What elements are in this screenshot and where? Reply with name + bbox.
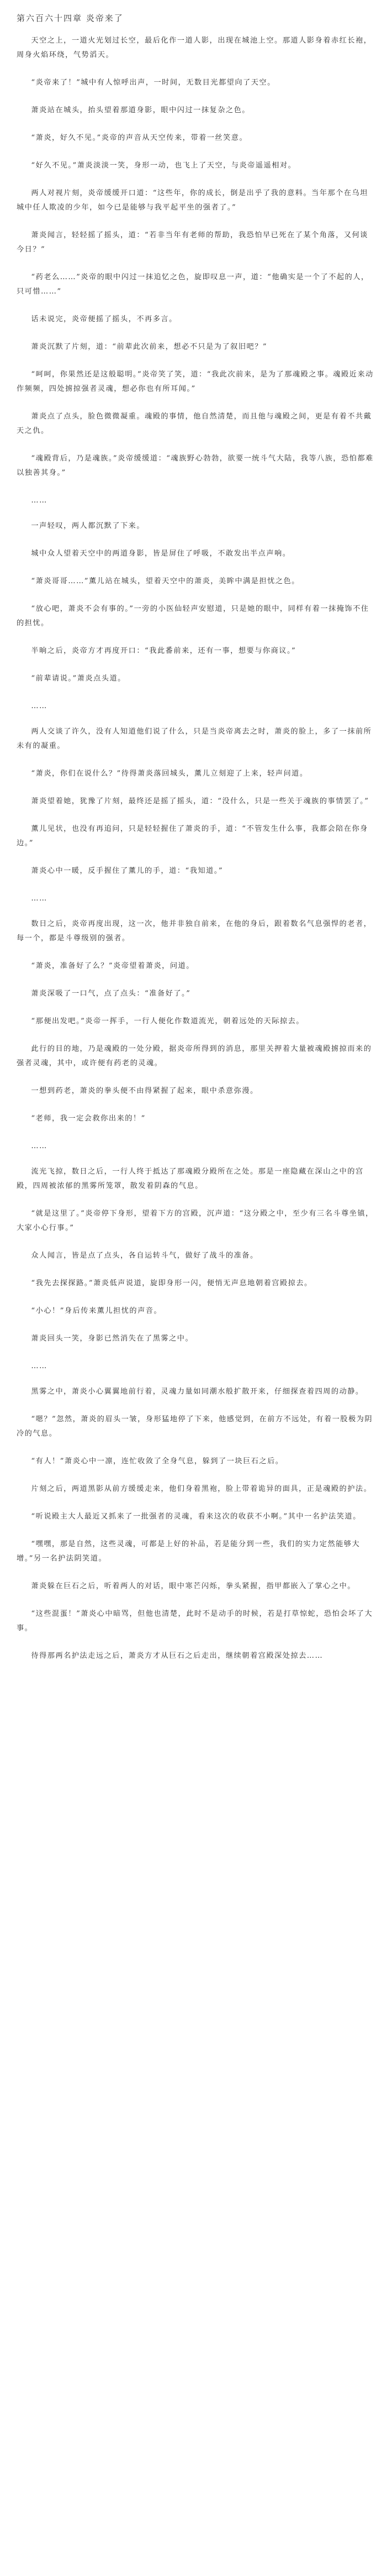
paragraph: 萧炎站在城头，抬头望着那道身影，眼中闪过一抹复杂之色。 (31, 106, 250, 114)
paragraph: “嗯？”忽然，萧炎的眉头一皱，身形猛地停了下来，他感觉到，在前方不远处，有着一股极为阴冷的气息。 (17, 1415, 373, 1438)
paragraph: “老师，我一定会救你出来的！” (31, 1114, 146, 1123)
paragraph: 此行的目的地，乃是魂殿的一处分殿，据炎帝所得到的消息，那里关押着大量被魂殿掳掠而来的强者灵魂，其中，或许便有药老的灵魂。 (17, 1045, 372, 1067)
paragraph: 两人交谈了许久，没有人知道他们说了什么，只是当炎帝离去之时，萧炎的脸上，多了一抹前所未有的凝重。 (17, 727, 372, 750)
paragraph: “魂殿背后，乃是魂族。”炎帝缓缓道：“魂族野心勃勃，欲要一统斗气大陆，我等八族，恐怕都难以独善其身。” (17, 454, 374, 477)
paragraph: 萧炎点了点头，脸色微微凝重。魂殿的事情，他自然清楚，而且他与魂殿之间，更是有着不共戴天之仇。 (17, 412, 372, 435)
paragraph: 萧炎深吸了一口气，点了点头：“准备好了。” (31, 989, 191, 998)
paragraph: “我先去探探路。”萧炎低声说道，旋即身形一闪，便悄无声息地朝着宫殿掠去。 (31, 1279, 312, 1287)
paragraph: 待得那两名护法走远之后，萧炎方才从巨石之后走出，继续朝着宫殿深处掠去…… (31, 1652, 324, 1660)
paragraph: “有人！”萧炎心中一凛，连忙收敛了全身气息，躲到了一块巨石之后。 (31, 1457, 284, 1465)
paragraph: “呵呵，你果然还是这般聪明。”炎帝笑了笑，道：“我此次前来，是为了那魂殿之事。魂殿近来动作频频，四处掳掠强者灵魂，想必你也有所耳闻。” (17, 370, 374, 393)
paragraph: “这些混蛋！”萧炎心中暗骂，但他也清楚，此时不是动手的时候，若是打草惊蛇，恐怕会坏了大事。 (17, 1610, 373, 1632)
paragraph: …… (31, 1142, 47, 1150)
paragraph: 天空之上，一道火光划过长空，最后化作一道人影，出现在城池上空。那道人影身着赤红长袍，周身火焰环绕，气势滔天。 (17, 36, 372, 59)
paragraph: 流光飞掠，数日之后，一行人终于抵达了那魂殿分殿所在之处。那是一座隐藏在深山之中的宫殿，四周被浓郁的黑雾所笼罩，散发着阴森的气息。 (17, 1167, 364, 1190)
paragraph: “嘿嘿，那是自然，这些灵魂，可都是上好的补品，若是能分到一些，我们的实力定然能够大增。”另一名护法阴笑道。 (17, 1540, 361, 1563)
paragraph: 萧炎闻言，轻轻摇了摇头，道：“若非当年有老师的帮助，我恐怕早已死在了某个角落，又何谈今日？” (17, 231, 368, 254)
chapter-body (17, 34, 375, 1663)
paragraph: “放心吧，萧炎不会有事的。”一旁的小医仙轻声安慰道，只是她的眼中，同样有着一抹掩饰不住的担忧。 (17, 605, 369, 627)
paragraph: 半晌之后，炎帝方才再度开口：“我此番前来，还有一事，想要与你商议。” (31, 647, 296, 655)
paragraph: 薰儿见状，也没有再追问，只是轻轻握住了萧炎的手，道：“不管发生什么事，我都会陪在你身边。” (17, 825, 368, 847)
paragraph: 一声轻叹，两人都沉默了下来。 (31, 522, 145, 530)
paragraph: “萧炎，你们在说什么？”待得萧炎落回城头，薰儿立刻迎了上来，轻声问道。 (31, 769, 308, 778)
paragraph: “萧炎，好久不见。”炎帝的声音从天空传来，带着一丝笑意。 (31, 134, 248, 142)
chapter-title: 第六百六十四章 炎帝来了 (17, 13, 124, 23)
paragraph: …… (31, 1362, 47, 1370)
paragraph: 城中众人望着天空中的两道身影，皆是屏住了呼吸，不敢发出半点声响。 (31, 549, 291, 558)
paragraph: “听说殿主大人最近又抓来了一批强者的灵魂，看来这次的收获不小啊。”其中一名护法笑道。 (31, 1512, 361, 1521)
paragraph: “小心！”身后传来薰儿担忧的声音。 (31, 1307, 162, 1315)
paragraph: 数日之后，炎帝再度出现，这一次，他并非独自前来，在他的身后，跟着数名气息强悍的老者，每一个，都是斗尊级别的强者。 (17, 920, 372, 943)
paragraph: 萧炎望着她，犹豫了片刻，最终还是摇了摇头，道：“没什么，只是一些关于魂族的事情罢了。” (31, 797, 369, 805)
paragraph: 萧炎回头一笑，身影已然消失在了黑雾之中。 (31, 1334, 194, 1343)
paragraph: “萧炎哥哥……”薰儿站在城头，望着天空中的萧炎，美眸中满是担忧之色。 (31, 577, 300, 585)
paragraph: …… (31, 702, 47, 710)
paragraph: 一想到药老，萧炎的拳头便不由得紧握了起来，眼中杀意弥漫。 (31, 1087, 258, 1095)
paragraph: 黑雾之中，萧炎小心翼翼地前行着，灵魂力量如同潮水般扩散开来，仔细探查着四周的动静。 (31, 1388, 364, 1396)
paragraph: 两人对视片刻，炎帝缓缓开口道：“这些年，你的成长，倒是出乎了我的意料。当年那个在乌坦城中任人欺凌的少年，如今已是能够与我平起平坐的强者了。” (17, 189, 368, 212)
paragraph: 萧炎心中一暖，反手握住了薰儿的手，道：“我知道。” (31, 867, 224, 875)
paragraph: 萧炎躲在巨石之后，听着两人的对话，眼中寒芒闪烁，拳头紧握，指甲都嵌入了掌心之中。 (31, 1582, 356, 1590)
paragraph: “就是这里了。”炎帝停下身形，望着下方的宫殿，沉声道：“这分殿之中，至少有三名斗尊坐镇，大家小心行事。” (17, 1210, 374, 1232)
paragraph: 萧炎沉默了片刻，道：“前辈此次前来，想必不只是为了叙旧吧？” (31, 343, 268, 351)
paragraph: “前辈请说。”萧炎点头道。 (31, 674, 126, 683)
paragraph: “好久不见。”萧炎淡淡一笑，身形一动，也飞上了天空，与炎帝遥遥相对。 (31, 161, 296, 170)
paragraph: 片刻之后，两道黑影从前方缓缓走来，他们身着黑袍，脸上带着诡异的面具，正是魂殿的护法。 (31, 1485, 372, 1493)
paragraph: 话未说完，炎帝便摇了摇头，不再多言。 (31, 315, 177, 323)
paragraph: “炎帝来了！”城中有人惊呼出声，一时间，无数目光都望向了天空。 (31, 78, 276, 87)
paragraph: …… (31, 496, 47, 505)
paragraph: …… (31, 894, 47, 903)
paragraph: “那便出发吧。”炎帝一挥手，一行人便化作数道流光，朝着远处的天际掠去。 (31, 1017, 304, 1025)
paragraph: 众人闻言，皆是点了点头，各自运转斗气，做好了战斗的准备。 (31, 1252, 258, 1260)
paragraph: “药老么……”炎帝的眼中闪过一抹追忆之色，旋即叹息一声，道：“他确实是一个了不起的人，只可惜……” (17, 273, 369, 296)
paragraph: “萧炎，准备好了么？”炎帝望着萧炎，问道。 (31, 962, 194, 970)
